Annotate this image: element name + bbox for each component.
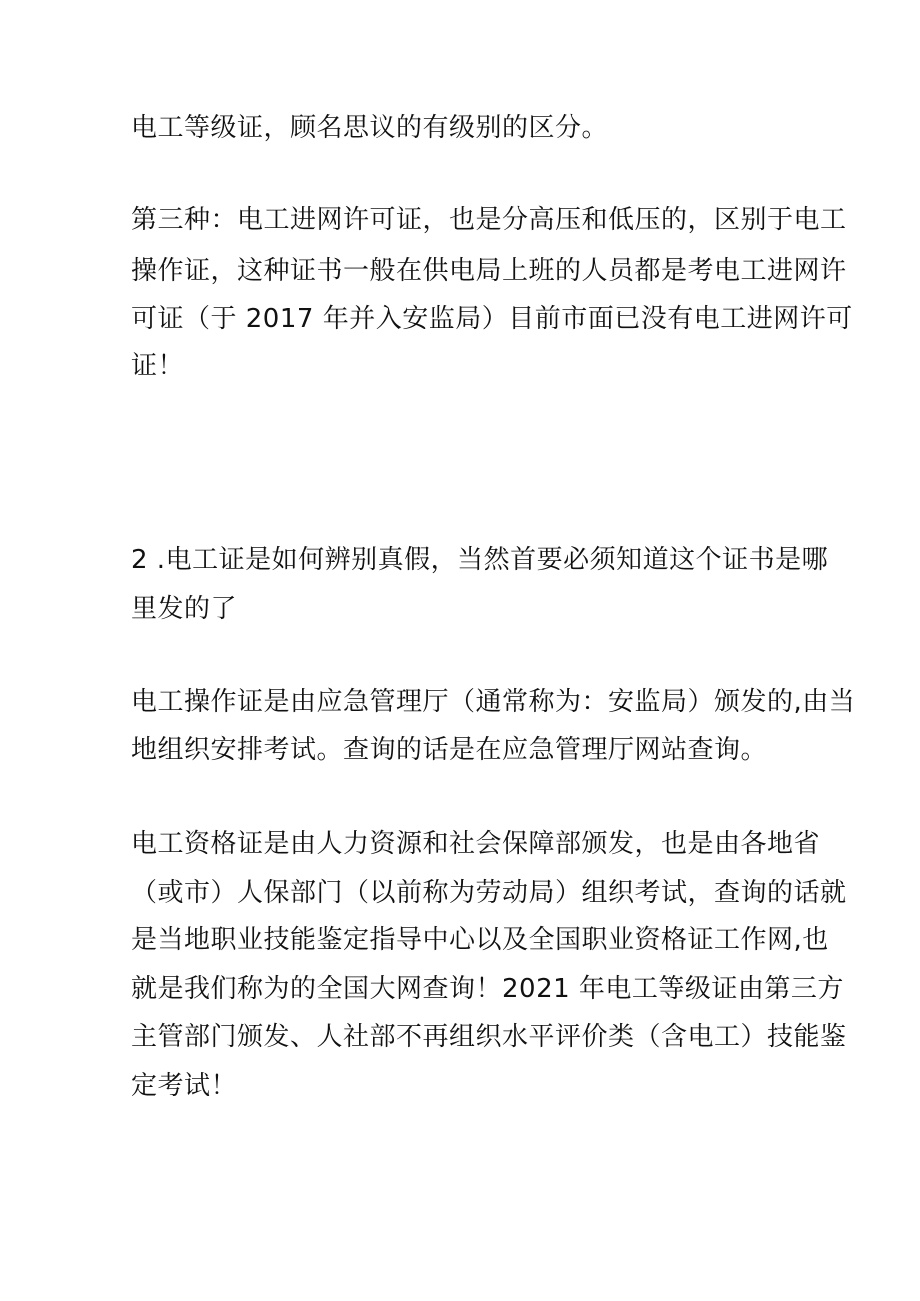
paragraph-line: 操作证，这种证书一般在供电局上班的人员都是考电工进网许: [131, 256, 847, 286]
section-heading-line: 里发的了: [131, 594, 238, 624]
paragraph-line: 就是我们称为的全国大网查询！2021 年电工等级证由第三方: [131, 974, 844, 1004]
paragraph-line: 证！: [131, 351, 185, 381]
paragraph-line: 电工资格证是由人力资源和社会保障部颁发，也是由各地省: [131, 829, 821, 859]
paragraph-line: （或市）人保部门（以前称为劳动局）组织考试，查询的话就: [131, 878, 847, 908]
paragraph-line: 主管部门颁发、人社部不再组织水平评价类（含电工）技能鉴: [131, 1022, 847, 1052]
paragraph-line: 地组织安排考试。查询的话是在应急管理厅网站查询。: [131, 735, 768, 765]
paragraph-line: 电工操作证是由应急管理厅（通常称为：安监局）颁发的,由当: [131, 687, 856, 717]
section-heading-line: 2 .电工证是如何辨别真假，当然首要必须知道这个证书是哪: [131, 545, 829, 575]
paragraph-line: 可证（于 2017 年并入安监局）目前市面已没有电工进网许可: [131, 304, 853, 334]
paragraph-line: 是当地职业技能鉴定指导中心以及全国职业资格证工作网,也: [131, 925, 829, 955]
paragraph-line: 定考试！: [131, 1071, 238, 1101]
paragraph-line: 电工等级证，顾名思议的有级别的区分。: [131, 113, 609, 143]
paragraph-line: 第三种：电工进网许可证，也是分高压和低压的，区别于电工: [131, 205, 847, 235]
